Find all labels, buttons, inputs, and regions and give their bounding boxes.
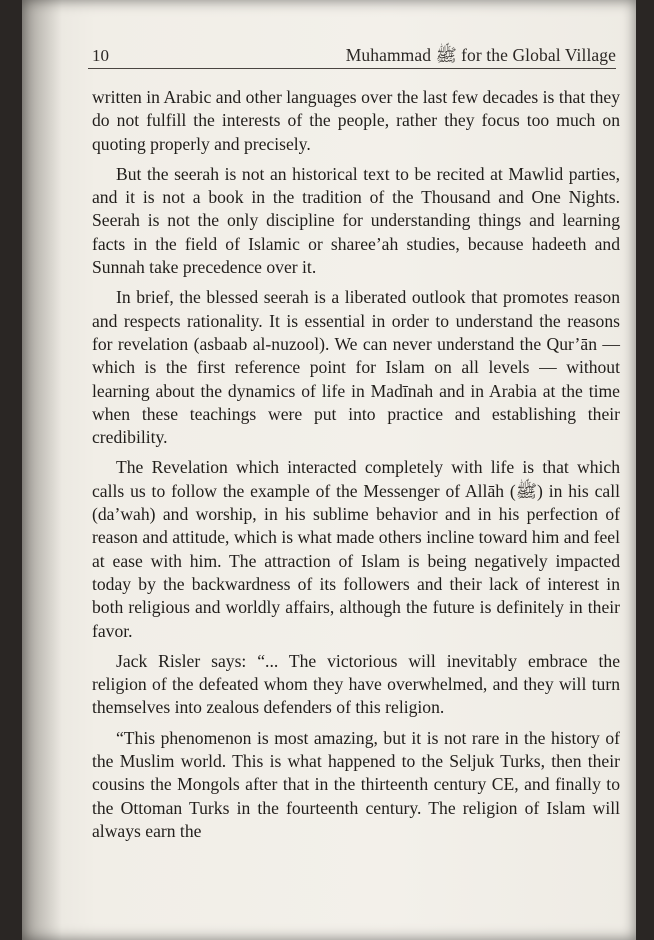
paragraph-1: written in Arabic and other languages over the last few decades is that they do not fulfill the interests of the people, rather they focus too much on quoting properly and precisely. [92,87,620,154]
paragraph-4: The Revelation which interacted completely with life is that which calls us to follow the example of the Messenger of Allāh (ﷺ) in his call (da’wah) and worship, in his sublime behavior and in his perfection of reason and attitude, which is what made others incline toward him and feel at ease with him. The attraction of Islam is being negatively impacted today by the backwardness of its followers and their lack of interest in both religious and worldly affairs, although the future is definitely in their favor. [92,457,620,641]
paragraph-6: “This phenomenon is most amazing, but it is not rare in the history of the Muslim world. This is what happened to the Seljuk Turks, then their cousins the Mongols after that in the thirteenth century CE, and finally to the Ottoman Turks in the fourteenth century. The religion of Islam will always earn the [92,727,620,841]
page-number: 10 [92,46,109,65]
paragraph-3: In brief, the blessed seerah is a liberated outlook that promotes reason and respects rationality. It is essential in order to understand the reasons for revelation (asbaab al-nuzool). We can never understand the Qur’ān — which is the first reference point for Islam on all levels — without learning about the dynamics of life in Madīnah and in Arabia at the time when these teachings were put into practice and establishing their credibility. [92,287,620,448]
running-title: Muhammad ﷺ for the Global Village [345,45,616,65]
book-page [22,0,636,940]
body-text [92,86,620,850]
page-header [88,42,616,69]
page-gutter-shadow [22,0,62,940]
paragraph-2: But the seerah is not an historical text to be recited at Mawlid parties, and it is not a book in the tradition of the Thousand and One Nights. Seerah is not the only discipline for understanding things and learning facts in the field of Islamic or sharee’ah studies, because hadeeth and Sunnah take precedence over it. [92,163,620,278]
paragraph-5: Jack Risler says: “... The victorious will inevitably embrace the religion of the defeated whom they have overwhelmed, and they will turn themselves into zealous defenders of this religion. [92,650,620,718]
